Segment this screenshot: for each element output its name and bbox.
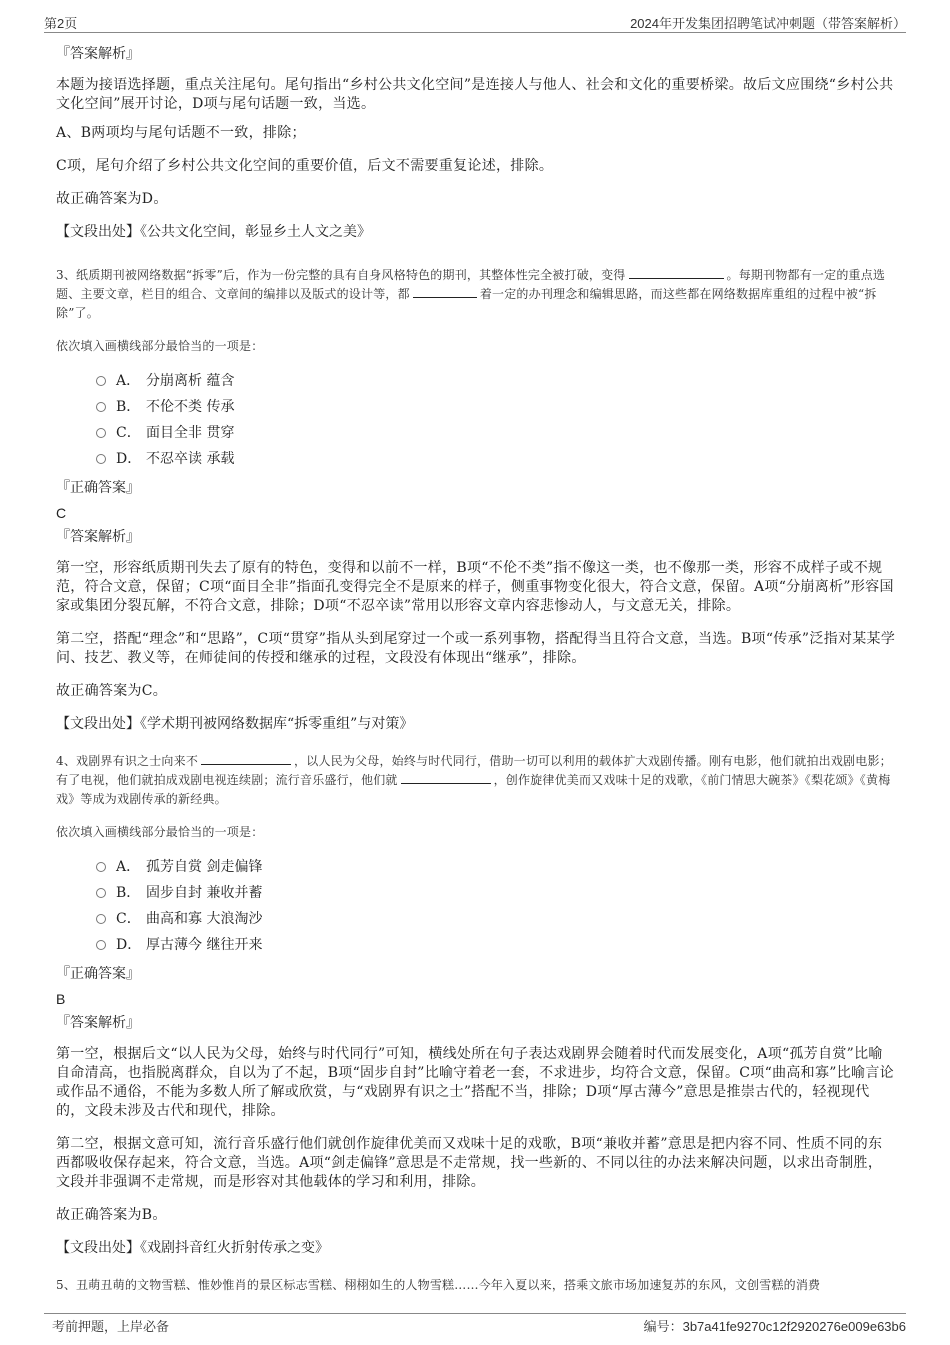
answer-blank [401,771,491,784]
page-number: 第2页 [44,16,78,31]
source-citation: 【文段出处】《戏剧抖音红火折射传承之变》 [56,1240,329,1256]
analysis-label: 『答案解析』 [56,46,140,62]
radio-icon[interactable] [96,940,106,950]
answer-blank [201,752,291,765]
question-stem: 3、纸质期刊被网络数据“拆零”后，作为一份完整的具有自身风格特色的期刊，其整体性完全被打破，变得 。每期刊物都有一定的重点选题、主要文章，栏目的组合、文章间的编排以及版式的设计等，都 着一定的办刊理念和编辑思路，而这些都在网络数据库重组的过程中被“拆除”了。 [56,268,886,320]
footer-slogan: 考前押题，上岸必备 [52,1319,170,1334]
radio-icon[interactable] [96,376,106,386]
analysis-paragraph: 本题为接语选择题，重点关注尾句。尾句指出“乡村公共文化空间”是连接人与他人、社会和文化的重要桥梁。故后文应围绕“乡村公共文化空间”展开讨论，D项与尾句话题一致，当选。 [56,77,894,112]
correct-answer: B [56,991,66,1007]
analysis-paragraph: 第一空，形容纸质期刊失去了原有的特色，变得和以前不一样，B项“不伦不类”指不像这一类，也不像那一类，形容不成样子或不规范，符合文意，保留；C项“面目全非”指面孔变得完全不是原来的样子，侧重事物变化很大，符合文意，保留。A项“分崩离析”形容国家或集团分裂瓦解，不符合文意，排除；D项“不忍卒读”常用以形容文章内容悲惨动人，与文意无关，排除。 [56,560,894,614]
page-content [56,44,896,1305]
source-citation: 【文段出处】《学术期刊被网络数据库“拆零重组”与对策》 [56,716,414,732]
analysis-paragraph: 第二空，根据文意可知，流行音乐盛行他们就创作旋律优美而又戏味十足的戏歌，B项“兼收并蓄”意思是把内容不同、性质不同的东西都吸收保存起来，符合文意，当选。A项“剑走偏锋”意思是不走常规，找一些新的、不同以往的办法来解决问题，以求出奇制胜，文段并非强调不走常规，而是形容对其他载体的学习和利用，排除。 [56,1136,883,1190]
option-list [96,854,896,958]
question-prompt: 依次填入画横线部分最恰当的一项是： [56,339,264,353]
option-d[interactable]: D． 厚古薄今 继往开来 [96,932,896,958]
answer-blank [413,285,477,298]
analysis-paragraph: A、B两项均与尾句话题不一致，排除； [56,125,306,141]
source-citation: 【文段出处】《公共文化空间，彰显乡土人文之美》 [56,224,371,240]
radio-icon[interactable] [96,888,106,898]
radio-icon[interactable] [96,454,106,464]
option-list [96,368,896,472]
option-d[interactable]: D． 不忍卒读 承载 [96,446,896,472]
page-header [44,10,906,33]
option-c[interactable]: C． 曲高和寡 大浪淘沙 [96,906,896,932]
document-title: 2024年开发集团招聘笔试冲刺题（带答案解析） [630,16,906,31]
answer-blank [629,266,724,279]
option-a[interactable]: A． 分崩离析 蕴含 [96,368,896,394]
option-c[interactable]: C． 面目全非 贯穿 [96,420,896,446]
question-stem: 4、戏剧界有识之士向来不 ，以人民为父母，始终与时代同行，借助一切可以利用的载体扩大戏剧传播。刚有电影，他们就拍出戏剧电影；有了电视，他们就拍成戏剧电视连续剧；流行音乐盛行，他们就 ，创作旋律优美而又戏味十足的戏歌，《前门情思大碗茶》《梨花颂》《黄梅戏》等成为戏剧传承的新经典。 [56,754,892,806]
option-a[interactable]: A． 孤芳自赏 剑走偏锋 [96,854,896,880]
analysis-conclusion: 故正确答案为D。 [56,191,168,207]
radio-icon[interactable] [96,402,106,412]
option-b[interactable]: B． 不伦不类 传承 [96,394,896,420]
question-prompt: 依次填入画横线部分最恰当的一项是： [56,825,264,839]
page-footer [44,1313,906,1334]
analysis-conclusion: 故正确答案为C。 [56,683,168,699]
analysis-conclusion: 故正确答案为B。 [56,1207,167,1223]
analysis-paragraph: 第二空，搭配“理念”和“思路”，C项“贯穿”指从头到尾穿过一个或一系列事物，搭配得当且符合文意，当选。B项“传承”泛指对某某学问、技艺、教义等，在师徒间的传授和继承的过程，文段没有体现出“继承”，排除。 [56,631,896,666]
radio-icon[interactable] [96,862,106,872]
option-b[interactable]: B． 固步自封 兼收并蓄 [96,880,896,906]
correct-answer: C [56,505,67,521]
analysis-label: 『答案解析』 [56,1015,140,1031]
analysis-paragraph: C项，尾句介绍了乡村公共文化空间的重要价值，后文不需要重复论述，排除。 [56,158,554,174]
radio-icon[interactable] [96,914,106,924]
analysis-label: 『答案解析』 [56,529,140,545]
correct-answer-label: 『正确答案』 [56,480,140,496]
document-id: 编号：3b7a41fe9270c12f2920276e009e63b6 [643,1319,906,1334]
correct-answer-label: 『正确答案』 [56,966,140,982]
question-stem: 5、丑萌丑萌的文物雪糕、惟妙惟肖的景区标志雪糕、栩栩如生的人物雪糕……今年入夏以来，搭乘文旅市场加速复苏的东风，文创雪糕的消费 [56,1278,821,1292]
radio-icon[interactable] [96,428,106,438]
analysis-paragraph: 第一空，根据后文“以人民为父母，始终与时代同行”可知，横线处所在句子表达戏剧界会随着时代而发展变化，A项“孤芳自赏”比喻自命清高，也指脱离群众，自以为了不起，B项“固步自封”比喻守着老一套，不求进步，均符合文意，保留。C项“曲高和寡”比喻言论或作品不通俗，不能为多数人所了解或欣赏，与“戏剧界有识之士”搭配不当，排除；D项“厚古薄今”意思是推崇古代的，轻视现代的，文段未涉及古代和现代，排除。 [56,1046,894,1119]
